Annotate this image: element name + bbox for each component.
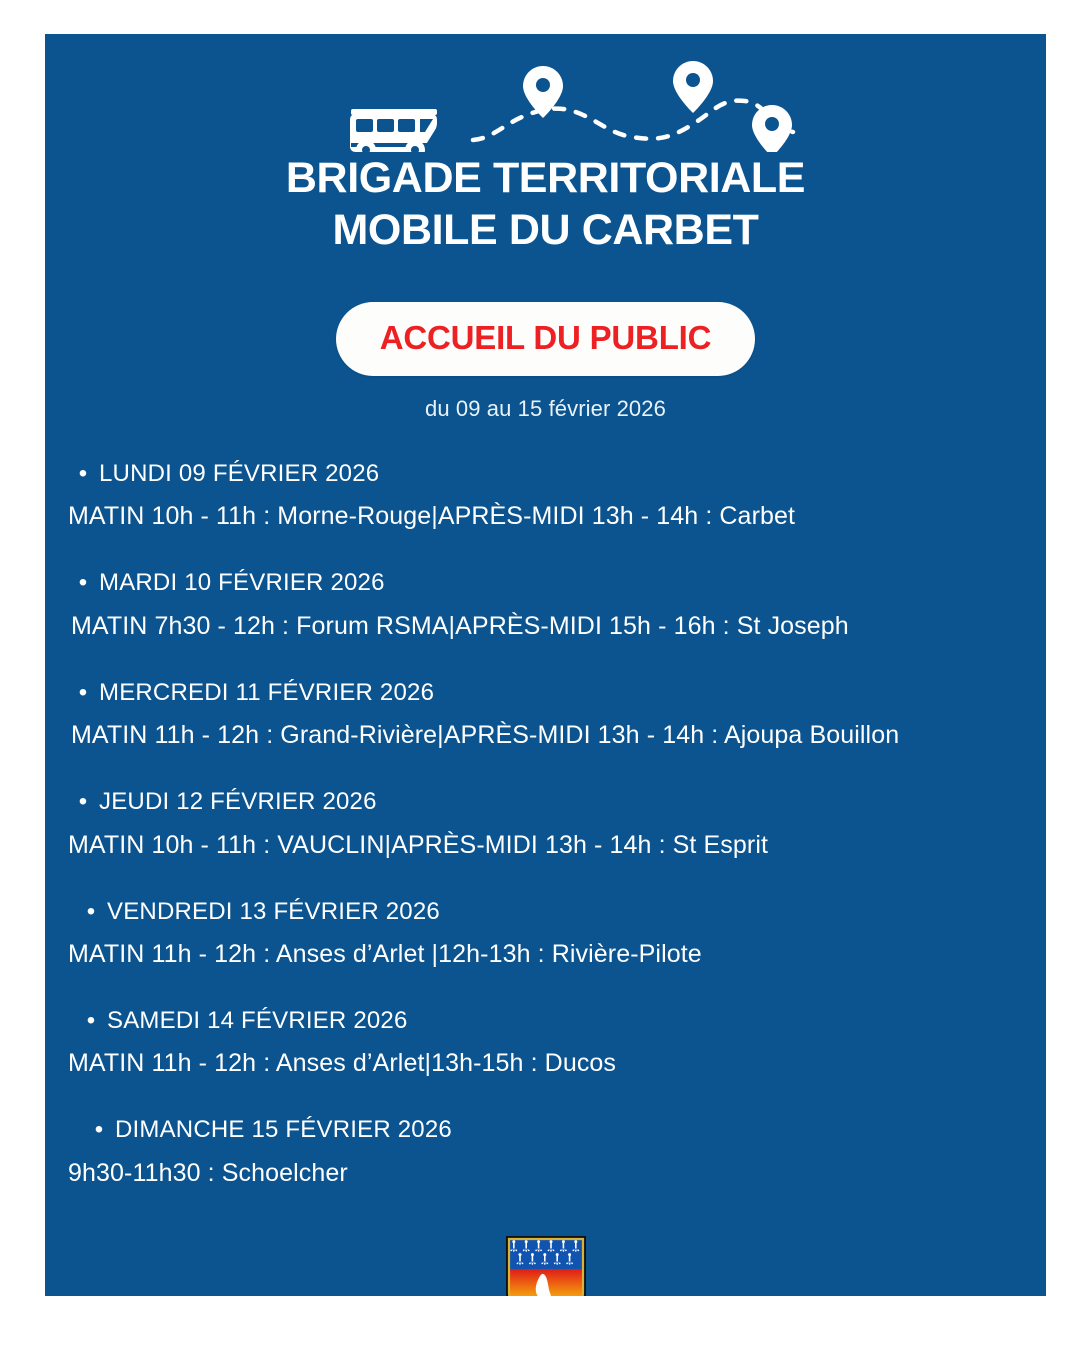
day-label: MARDI 10 FÉVRIER 2026	[99, 569, 385, 597]
day-title-row	[45, 786, 1046, 818]
day-title-row	[45, 896, 1046, 928]
bullet-icon: •	[78, 460, 88, 487]
day-label: JEUDI 12 FÉVRIER 2026	[99, 788, 377, 816]
list-item	[45, 458, 1046, 534]
day-detail: 9h30-11h30 : Schoelcher	[68, 1158, 348, 1187]
martinique-coat-of-arms-icon	[504, 1235, 588, 1296]
bullet-icon: •	[86, 897, 96, 925]
route-graphic	[45, 52, 1046, 152]
date-range-subtitle: du 09 au 15 février 2026	[425, 396, 666, 421]
list-item	[45, 677, 1046, 753]
accueil-du-public-badge: ACCUEIL DU PUBLIC	[336, 302, 756, 376]
day-title-row	[45, 567, 1046, 599]
dashed-route-line	[473, 101, 793, 140]
list-item	[45, 896, 1046, 972]
day-detail: MATIN 7h30 - 12h : Forum RSMA|APRÈS-MIDI 15h - 16h : St Joseph	[71, 611, 849, 640]
day-title-row	[45, 458, 1046, 490]
poster-blue-panel	[45, 34, 1046, 1296]
footer-crest-container	[45, 1235, 1046, 1296]
map-pin-icon	[673, 61, 713, 113]
day-detail: MATIN 11h - 12h : Anses d’Arlet |12h-13h : Rivière-Pilote	[68, 939, 702, 968]
day-detail: MATIN 10h - 11h : Morne-Rouge|APRÈS-MIDI 13h - 14h : Carbet	[68, 502, 796, 531]
bullet-icon: •	[78, 788, 88, 816]
list-item	[45, 786, 1046, 862]
day-label: SAMEDI 14 FÉVRIER 2026	[107, 1006, 408, 1034]
day-label: MERCREDI 11 FÉVRIER 2026	[99, 678, 435, 706]
list-item	[45, 1114, 1046, 1190]
day-title-row	[45, 1114, 1046, 1146]
bullet-icon: •	[94, 1116, 104, 1144]
map-pin-icon	[752, 105, 792, 152]
schedule-list	[45, 458, 1046, 1191]
day-detail: MATIN 11h - 12h : Anses d’Arlet|13h-15h : Ducos	[68, 1049, 617, 1078]
title-line-2: MOBILE DU CARBET	[332, 206, 759, 255]
day-title-row	[45, 677, 1046, 709]
list-item	[45, 567, 1046, 643]
title-line-1: BRIGADE TERRITORIALE	[285, 154, 806, 202]
day-detail: MATIN 10h - 11h : VAUCLIN|APRÈS-MIDI 13h - 14h : St Esprit	[68, 830, 769, 859]
page-title	[45, 152, 1046, 257]
day-label: LUNDI 09 FÉVRIER 2026	[99, 460, 380, 487]
accueil-badge-container	[45, 302, 1046, 376]
bullet-icon: •	[86, 1006, 96, 1034]
day-title-row	[45, 1005, 1046, 1037]
day-label: DIMANCHE 15 FÉVRIER 2026	[115, 1116, 452, 1144]
list-item	[45, 1005, 1046, 1081]
bullet-icon: •	[78, 569, 88, 597]
day-detail: MATIN 11h - 12h : Grand-Rivière|APRÈS-MIDI 13h - 14h : Ajoupa Bouillon	[71, 721, 900, 750]
bullet-icon: •	[78, 678, 88, 706]
day-label: VENDREDI 13 FÉVRIER 2026	[107, 897, 440, 925]
